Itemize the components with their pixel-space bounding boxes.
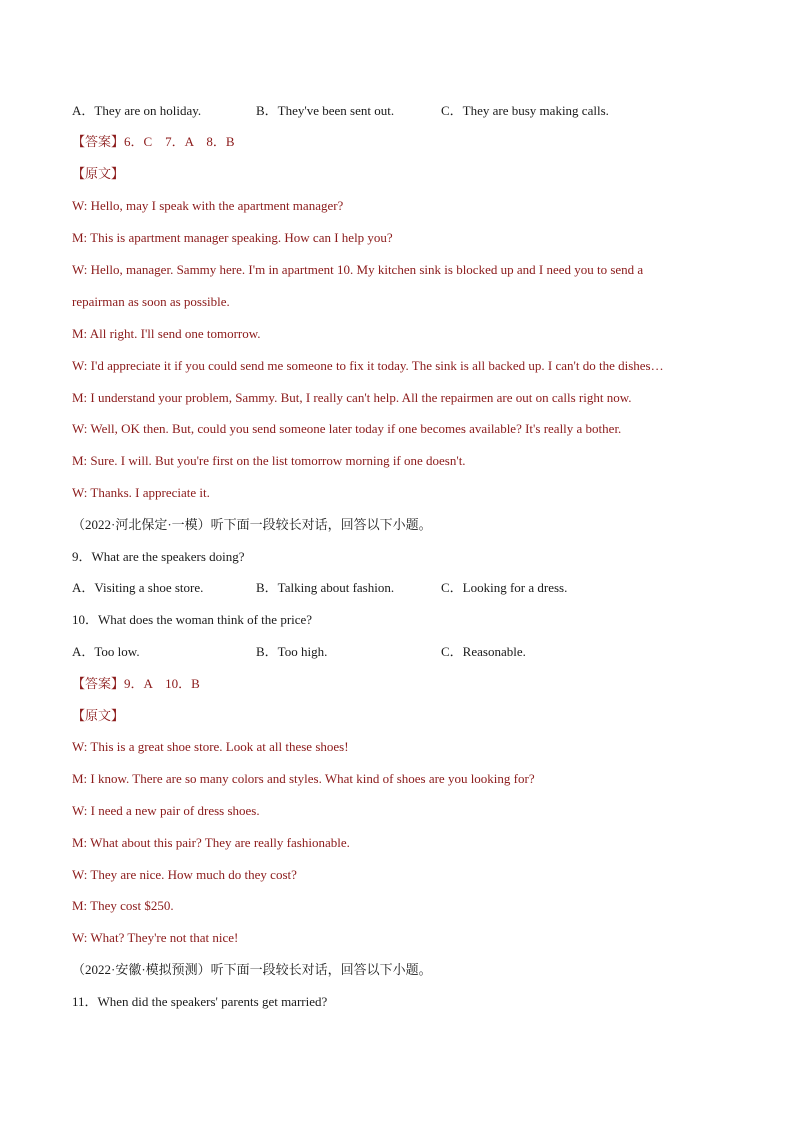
dialogue-line: W: This is a great shoe store. Look at all these shoes! bbox=[72, 739, 349, 754]
dialogue-line: repairman as soon as possible. bbox=[72, 294, 230, 309]
dialogue-line: M: This is apartment manager speaking. How can I help you? bbox=[72, 230, 393, 245]
dialogue-line: W: They are nice. How much do they cost? bbox=[72, 867, 297, 882]
dialogue-line: W: Well, OK then. But, could you send someone later today if one becomes available? It's really a bother. bbox=[72, 421, 622, 436]
dialogue-line: M: I understand your problem, Sammy. But, I really can't help. All the repairmen are out on calls right now. bbox=[72, 390, 632, 405]
q10-option-c: C．Reasonable. bbox=[441, 644, 526, 659]
answer-tag: 【答案】 bbox=[72, 676, 125, 691]
section-intro: （2022·河北保定·一模）听下面一段较长对话，回答以下小题。 bbox=[72, 517, 432, 532]
answer-line bbox=[72, 676, 200, 692]
dialogue-line: M: I know. There are so many colors and styles. What kind of shoes are you looking for? bbox=[72, 771, 535, 786]
dialogue-line: M: What about this pair? They are really fashionable. bbox=[72, 835, 350, 850]
question-11: 11．When did the speakers' parents get married? bbox=[72, 994, 328, 1009]
option-a: A．They are on holiday. bbox=[72, 103, 202, 118]
option-c: C．They are busy making calls. bbox=[441, 103, 609, 118]
answer-tag: 【答案】 bbox=[72, 134, 125, 149]
q9-option-a: A．Visiting a shoe store. bbox=[72, 580, 204, 595]
section-intro: （2022·安徽·模拟预测）听下面一段较长对话，回答以下小题。 bbox=[72, 962, 432, 977]
answer-text: 6．C 7．A 8．B bbox=[124, 134, 235, 149]
question-10: 10．What does the woman think of the price? bbox=[72, 612, 313, 627]
option-b: B．They've been sent out. bbox=[256, 103, 395, 118]
dialogue-line: W: Hello, manager. Sammy here. I'm in apartment 10. My kitchen sink is blocked up and I need you to send a bbox=[72, 262, 644, 277]
dialogue-line: W: I need a new pair of dress shoes. bbox=[72, 803, 260, 818]
q9-option-b: B．Talking about fashion. bbox=[256, 580, 395, 595]
answer-text: 9．A 10．B bbox=[124, 676, 200, 691]
dialogue-line: W: Thanks. I appreciate it. bbox=[72, 485, 210, 500]
q9-option-c: C．Looking for a dress. bbox=[441, 580, 568, 595]
q10-option-b: B．Too high. bbox=[256, 644, 328, 659]
script-tag: 【原文】 bbox=[72, 166, 125, 181]
question-9: 9．What are the speakers doing? bbox=[72, 549, 245, 564]
dialogue-line: M: They cost $250. bbox=[72, 898, 174, 913]
script-tag: 【原文】 bbox=[72, 708, 125, 723]
dialogue-line: M: All right. I'll send one tomorrow. bbox=[72, 326, 261, 341]
answer-line bbox=[72, 134, 235, 150]
dialogue-line: W: What? They're not that nice! bbox=[72, 930, 239, 945]
dialogue-line: W: I'd appreciate it if you could send me someone to fix it today. The sink is all backed up. I can't do the dishes… bbox=[72, 358, 664, 373]
dialogue-line: M: Sure. I will. But you're first on the list tomorrow morning if one doesn't. bbox=[72, 453, 466, 468]
dialogue-line: W: Hello, may I speak with the apartment manager? bbox=[72, 198, 344, 213]
q10-option-a: A．Too low. bbox=[72, 644, 140, 659]
